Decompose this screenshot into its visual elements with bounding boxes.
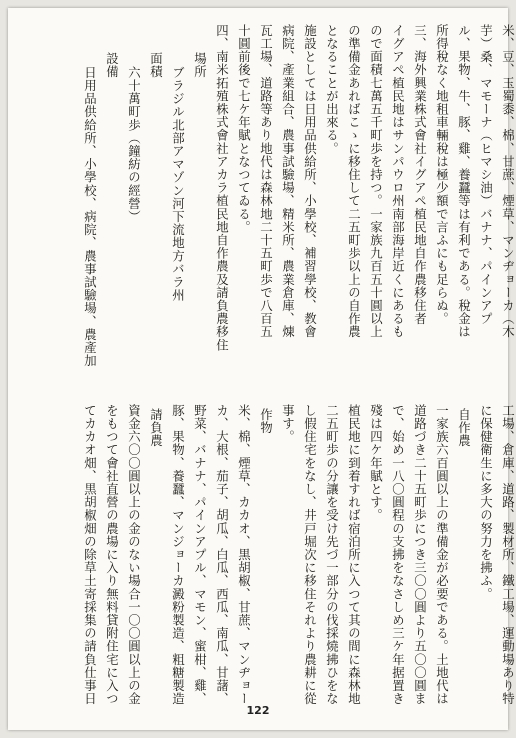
text-column-lower: てカカオ畑、黒胡椒畑の除草土寄採集の請負仕事日 [82, 404, 98, 706]
text-column-lower: 米、棉、煙草、カカオ、黒胡椒、甘蔗、マンヂョー [236, 404, 252, 706]
text-column-lower: をもつて會社直營の農場に入り無料貸附住宅に入つ [104, 404, 120, 706]
subheading-crops: 作物 [258, 408, 274, 435]
text-column-upper: 芋）桑、マモーナ（ヒマシ油）バナナ、パインアプ [478, 24, 494, 326]
text-column-lower: 豚、果物、養蠶、マンジョーカ澱粉製造、粗糖製造 [170, 404, 186, 706]
text-column-lower: 資金六〇〇圓以上の金のない場合一〇〇圓以上の金 [126, 404, 142, 706]
subheading-location: 場所 [192, 52, 208, 79]
subheading-own-farming: 自作農 [456, 408, 472, 448]
book-page [8, 8, 516, 730]
text-column-lower: 植民地に到着すれば宿泊所に入つて其の間に森林地 [346, 404, 362, 706]
text-column-upper: 瓦工場、道路等あり地代は森林地二十五町歩で八百五 [258, 24, 274, 339]
text-column-lower: 野菜、バナナ、パインアプル、マモン、蜜柑、雞、 [192, 404, 208, 706]
text-column-upper: 施設としては日用品供給所、小學校、補習學校、教會 [302, 24, 318, 339]
text-column-upper: 所得稅なく地租車輛稅は極少額で言ふにも足らぬ。 [434, 24, 450, 326]
text-column-lower: 道路づき二十五町歩につき三〇〇圓より五〇〇圓ま [412, 404, 428, 706]
text-column-lower: 殘は四ケ年賦とす。 [368, 404, 384, 522]
text-column-lower: に保健衛生に多大の努力を拂ふ。 [478, 404, 494, 601]
text-column-lower: 工場、倉庫、道路、製材所、鐵工場、運動場あり特 [500, 404, 516, 706]
text-column-lower: 一家族六百圓以上の準備金が必要である。土地代は [434, 404, 450, 706]
text-column-upper: ので面積七萬五千町歩を持つ。一家族九百五十圓以上 [368, 24, 384, 339]
text-column-lower: 事す。 [280, 404, 296, 444]
text-column-upper: の準備金あればこゝに移住して二五町歩以上の自作農 [346, 24, 362, 339]
text-column-upper: となることが出來る。 [324, 24, 340, 155]
text-column-upper: 六十萬町歩（鐘紡の經營） [126, 66, 142, 224]
text-column-upper: 日用品供給所、小學校、病院、農事試驗場、農產加 [82, 66, 98, 368]
text-column-lower: し假住宅をなし、井戸堀次に移住それより農耕に從 [302, 404, 318, 706]
page-number: 122 [246, 704, 270, 717]
text-column-upper: 米、豆、玉蜀黍、棉、甘蔗、煙草、マンヂョーカ（木 [500, 24, 516, 339]
text-column-upper: ル、果物、牛、豚、雞、養蠶等は有利である。稅金は [456, 24, 472, 339]
subheading-facilities: 設備 [104, 52, 120, 79]
section-heading: 四、南米拓殖株式會社アカラ植民地自作農及請負農移住 [214, 24, 230, 352]
text-column-upper: ブラジル北部アマゾン河下流地方バラ州 [170, 66, 186, 302]
text-column-upper: 病院、產業組合、農事試驗場、精米所、農業倉庫、煉 [280, 24, 296, 339]
text-column-lower: で、始め一八〇圓程の支拂をなさしめ三ケ年据置き [390, 404, 406, 706]
text-column-upper: 十圓前後で七ケ年賦となつてゐる。 [236, 24, 252, 234]
text-column-upper: イグアペ植民地はサンパウロ州南部海岸近くにあるも [390, 24, 406, 339]
text-column-lower: 二五町歩の分讓を受け先づ一部分の伐採燒拂ひをな [324, 404, 340, 706]
subheading-contract-farming: 請負農 [148, 408, 164, 448]
subheading-area: 面積 [148, 52, 164, 79]
text-column-lower: カ、大根、茄子、胡瓜、白瓜、西瓜、南瓜、甘藷、 [214, 404, 230, 706]
section-heading: 三、海外興業株式會社イグアペ植民地自作農移住者 [412, 24, 428, 326]
